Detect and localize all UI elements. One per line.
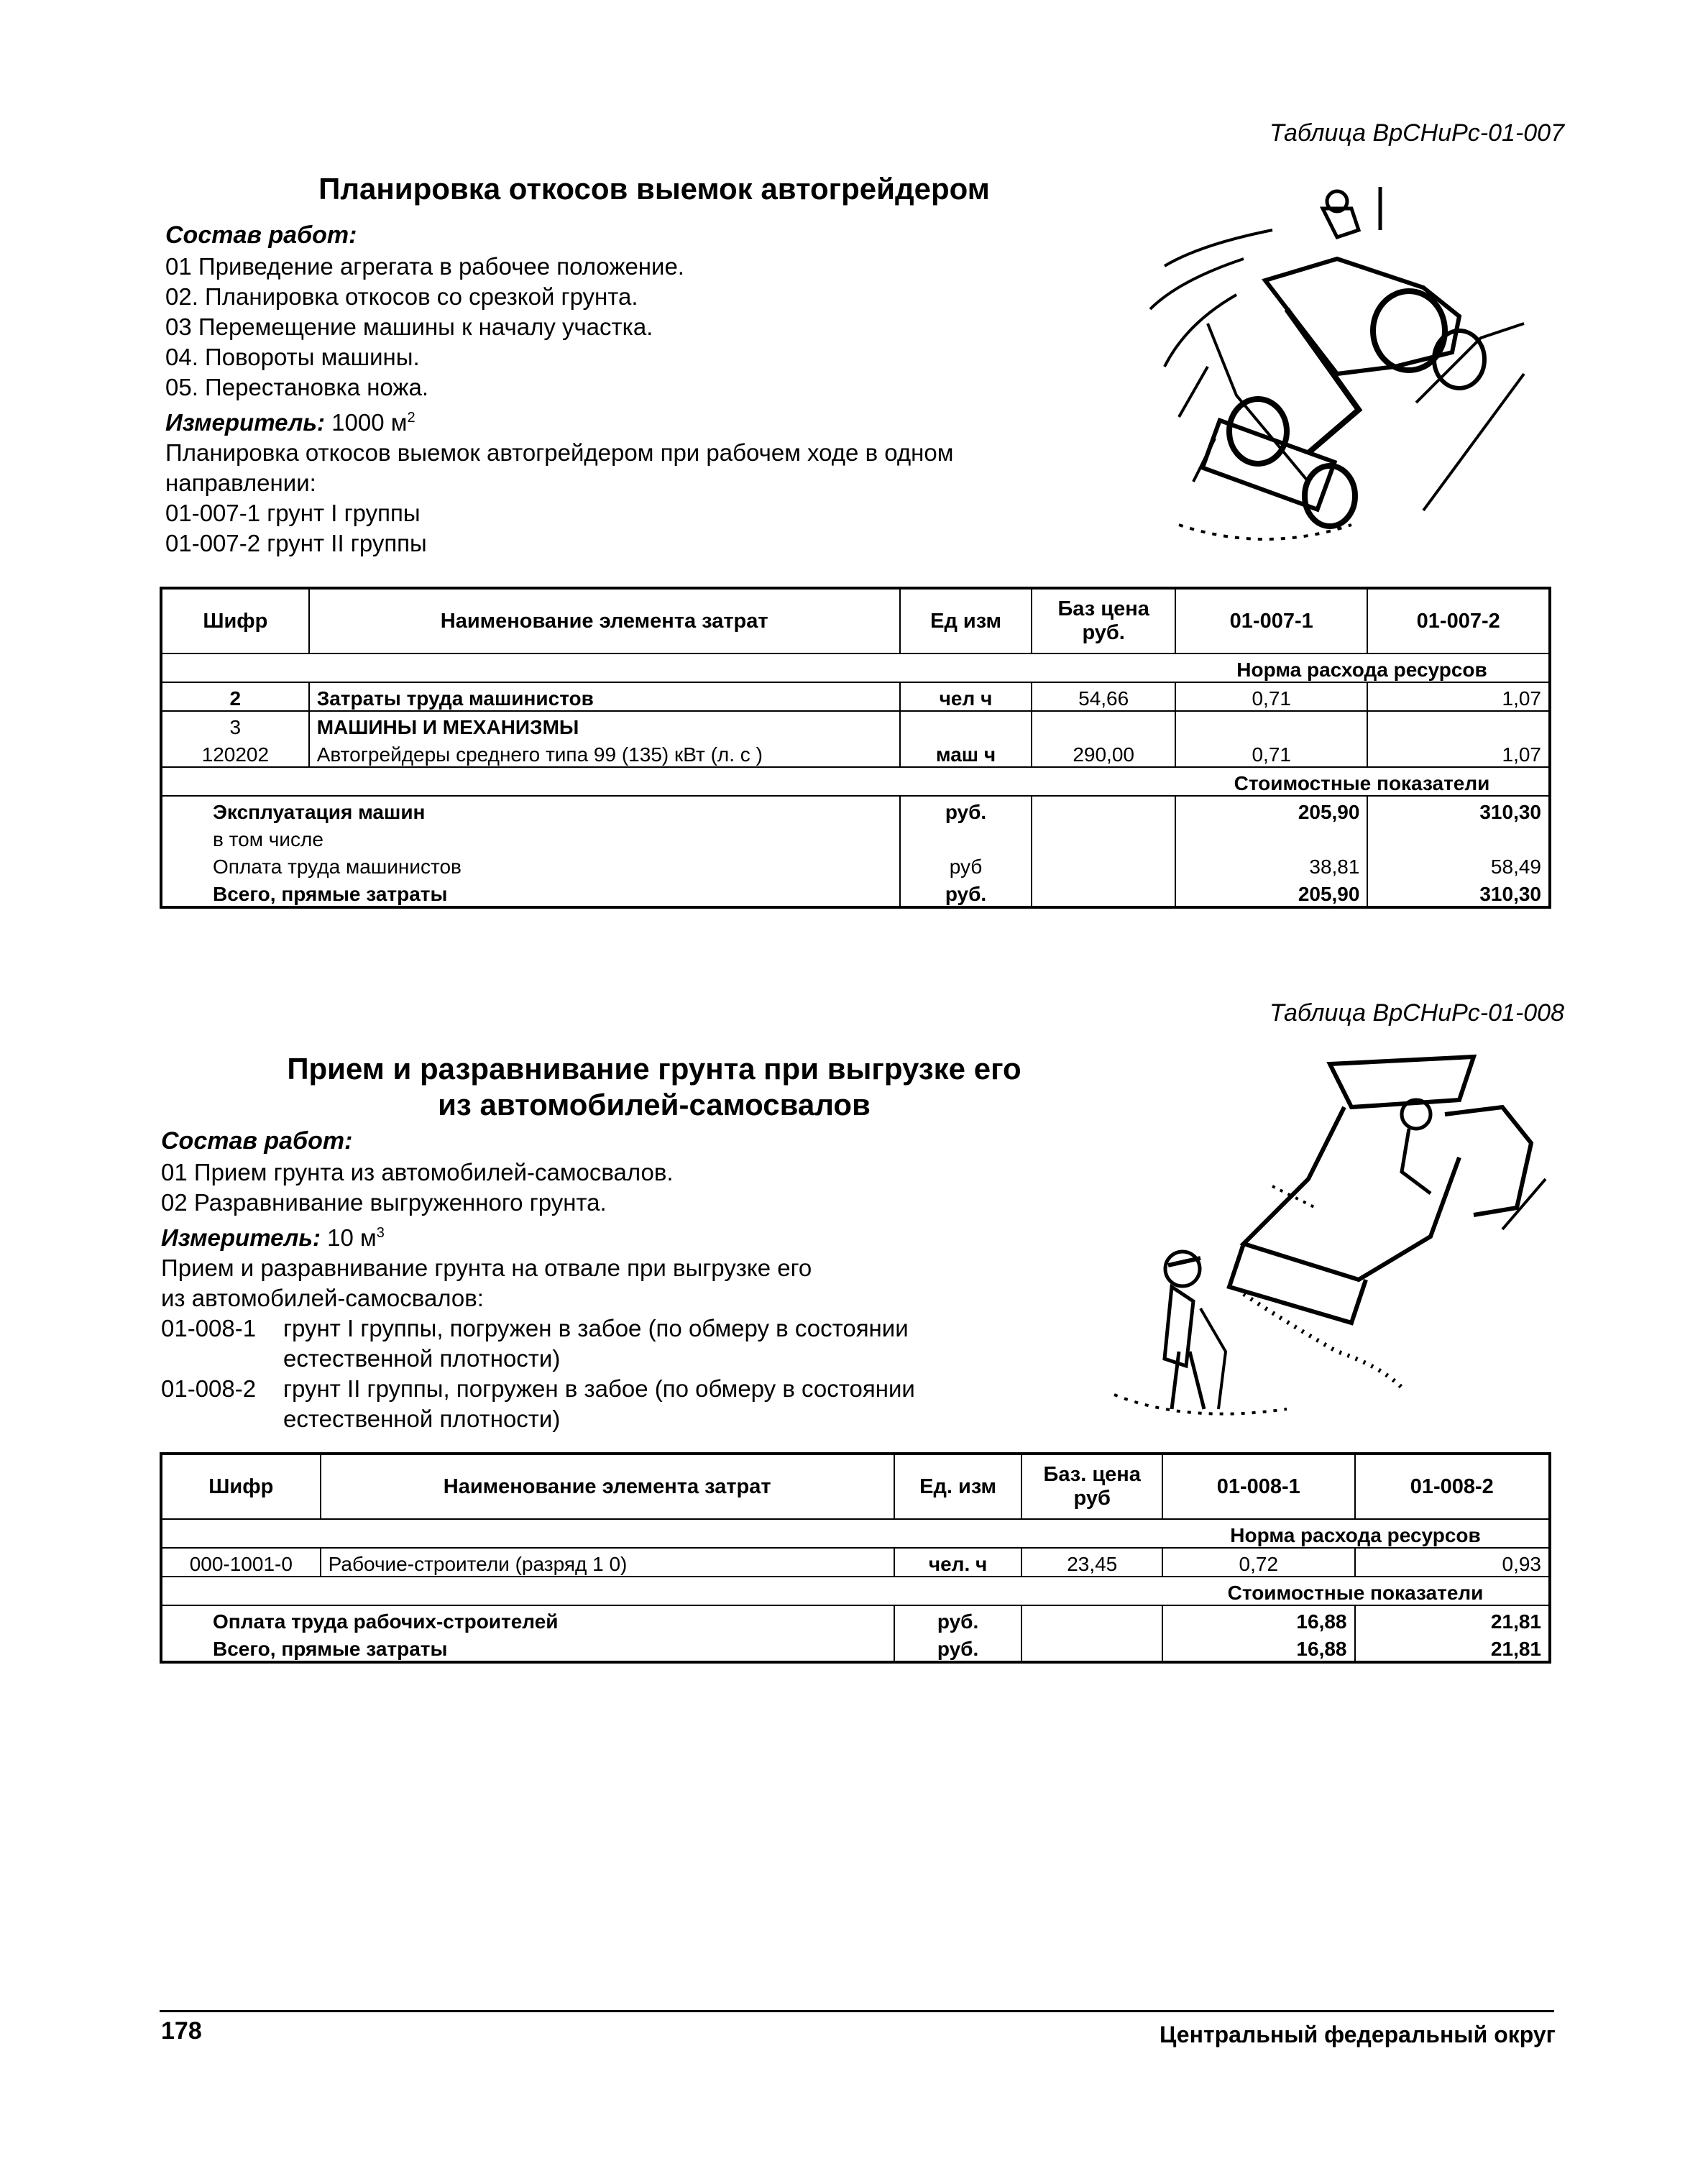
cost-row xyxy=(161,1605,1550,1633)
cost-v1: 16,88 xyxy=(1162,1605,1354,1633)
norm-heading: Норма расхода ресурсов xyxy=(1175,653,1550,682)
cost-unit: руб. xyxy=(900,796,1032,824)
col-header-price: Баз. цена руб xyxy=(1021,1454,1162,1519)
cost-v2: 58,49 xyxy=(1367,851,1550,879)
variant-text: грунт I группы, погружен в забое (по обмеру в состоянии xyxy=(283,1315,909,1341)
cost-unit: руб. xyxy=(900,879,1032,907)
meter-label: Измеритель: xyxy=(165,409,325,436)
row-v2: 1,07 xyxy=(1367,739,1550,767)
cost-heading-row xyxy=(161,767,1550,796)
variant-line xyxy=(161,1374,915,1404)
variant-line xyxy=(161,1313,915,1344)
cost-row xyxy=(161,824,1550,851)
meter-sup: 3 xyxy=(376,1225,385,1241)
variant-text: грунт II группы, погружен в забое (по обмеру в состоянии xyxy=(283,1375,915,1402)
col-header-name: Наименование элемента затрат xyxy=(309,588,900,653)
row-code: 3 xyxy=(161,711,309,739)
title-line: из автомобилей-самосвалов xyxy=(438,1088,871,1122)
section-title-007: Планировка откосов выемок автогрейдером xyxy=(318,172,990,206)
row-price xyxy=(1032,711,1175,739)
row-v2 xyxy=(1367,711,1550,739)
table-row xyxy=(161,711,1550,739)
row-code: 000-1001-0 xyxy=(161,1548,321,1577)
work-item: 02. Планировка откосов со срезкой грунта. xyxy=(165,283,638,310)
norm-heading-row xyxy=(161,1519,1550,1548)
cost-name: Всего, прямые затраты xyxy=(161,1633,894,1662)
work-heading-007: Состав работ: xyxy=(165,221,357,249)
cost-row xyxy=(161,879,1550,907)
cost-heading: Стоимостные показатели xyxy=(1162,1577,1550,1605)
work-item: 05. Перестановка ножа. xyxy=(165,374,429,400)
table-label-008: Таблица ВрСНиРс-01-008 xyxy=(1269,999,1564,1027)
col-header-v2: 01-008-2 xyxy=(1355,1454,1551,1519)
page-number: 178 xyxy=(161,2017,202,2045)
row-v1: 0,71 xyxy=(1175,682,1367,711)
variant-continuation: естественной плотности) xyxy=(283,1405,561,1432)
meter-line xyxy=(165,403,953,438)
row-name: Рабочие-строители (разряд 1 0) xyxy=(321,1548,894,1577)
work-item: 01 Прием грунта из автомобилей-самосвалов. xyxy=(161,1159,674,1185)
cost-name: Всего, прямые затраты xyxy=(161,879,900,907)
bulldozer-worker-illustration xyxy=(1100,1050,1560,1431)
footer-region: Центральный федеральный округ xyxy=(1160,2022,1556,2047)
row-v1 xyxy=(1175,711,1367,739)
row-name: Автогрейдеры среднего типа 99 (135) кВт (л. с ) xyxy=(309,739,900,767)
row-price: 290,00 xyxy=(1032,739,1175,767)
row-unit: чел ч xyxy=(900,682,1032,711)
row-unit: маш ч xyxy=(900,739,1032,767)
table-header-row xyxy=(161,1454,1550,1519)
work-item: 01 Приведение агрегата в рабочее положение. xyxy=(165,253,684,280)
cost-v1: 38,81 xyxy=(1175,851,1367,879)
work-list-007 xyxy=(165,252,953,559)
row-v1: 0,71 xyxy=(1175,739,1367,767)
cost-heading-row xyxy=(161,1577,1550,1605)
cost-unit: руб. xyxy=(894,1605,1022,1633)
table-label-007: Таблица ВрСНиРс-01-007 xyxy=(1269,119,1564,147)
col-header-code: Шифр xyxy=(161,588,309,653)
row-code: 120202 xyxy=(161,739,309,767)
description-line: из автомобилей-самосвалов: xyxy=(161,1285,484,1311)
motor-grader-illustration xyxy=(1121,180,1553,568)
description-line: Прием и разравнивание грунта на отвале при выгрузке его xyxy=(161,1255,812,1281)
cost-unit: руб. xyxy=(894,1633,1022,1662)
col-header-unit: Ед изм xyxy=(900,588,1032,653)
title-line: Прием и разравнивание грунта при выгрузке его xyxy=(287,1052,1021,1086)
row-name: МАШИНЫ И МЕХАНИЗМЫ xyxy=(309,711,900,739)
variant-line: 01-007-2 грунт II группы xyxy=(165,530,427,556)
row-unit xyxy=(900,711,1032,739)
variant-code: 01-008-2 xyxy=(161,1375,257,1402)
col-header-v1: 01-007-1 xyxy=(1175,588,1367,653)
work-heading-008: Состав работ: xyxy=(161,1127,353,1155)
variant-line: 01-007-1 грунт I группы xyxy=(165,500,421,526)
row-price: 23,45 xyxy=(1021,1548,1162,1577)
cost-name: Эксплуатация машин xyxy=(161,796,900,824)
col-header-v1: 01-008-1 xyxy=(1162,1454,1354,1519)
col-header-price: Баз цена руб. xyxy=(1032,588,1175,653)
row-name: Затраты труда машинистов xyxy=(309,682,900,711)
variant-continuation: естественной плотности) xyxy=(283,1345,561,1372)
section-title-008 xyxy=(158,1051,1150,1123)
description-line: Планировка откосов выемок автогрейдером при рабочем ходе в одном xyxy=(165,439,954,466)
cost-v2: 310,30 xyxy=(1367,796,1550,824)
footer-rule xyxy=(160,2010,1554,2012)
row-v2: 0,93 xyxy=(1355,1548,1551,1577)
cost-name: в том числе xyxy=(161,824,900,851)
col-header-name: Наименование элемента затрат xyxy=(321,1454,894,1519)
table-row xyxy=(161,739,1550,767)
table-row xyxy=(161,682,1550,711)
cost-row xyxy=(161,1633,1550,1662)
row-code: 2 xyxy=(161,682,309,711)
work-list-008 xyxy=(161,1157,915,1434)
table-row xyxy=(161,1548,1550,1577)
cost-unit: руб xyxy=(900,851,1032,879)
cost-v2: 21,81 xyxy=(1355,1605,1551,1633)
cost-row xyxy=(161,796,1550,824)
description-line: направлении: xyxy=(165,469,316,496)
variant-code: 01-008-1 xyxy=(161,1315,257,1341)
row-unit: чел. ч xyxy=(894,1548,1022,1577)
col-header-code: Шифр xyxy=(161,1454,321,1519)
work-item: 04. Повороты машины. xyxy=(165,344,420,370)
meter-line xyxy=(161,1218,915,1253)
cost-row xyxy=(161,851,1550,879)
norm-heading: Норма расхода ресурсов xyxy=(1162,1519,1550,1548)
resource-table-007 xyxy=(160,587,1551,909)
meter-value: 10 м xyxy=(327,1224,377,1251)
work-item: 03 Перемещение машины к началу участка. xyxy=(165,313,653,340)
col-header-unit: Ед. изм xyxy=(894,1454,1022,1519)
cost-v2: 310,30 xyxy=(1367,879,1550,907)
cost-v1: 16,88 xyxy=(1162,1633,1354,1662)
row-v1: 0,72 xyxy=(1162,1548,1354,1577)
table-header-row xyxy=(161,588,1550,653)
row-v2: 1,07 xyxy=(1367,682,1550,711)
meter-label: Измеритель: xyxy=(161,1224,321,1251)
cost-name: Оплата труда рабочих-строителей xyxy=(161,1605,894,1633)
cost-v1: 205,90 xyxy=(1175,879,1367,907)
col-header-v2: 01-007-2 xyxy=(1367,588,1550,653)
resource-table-008 xyxy=(160,1452,1551,1664)
cost-v2: 21,81 xyxy=(1355,1633,1551,1662)
cost-heading: Стоимостные показатели xyxy=(1175,767,1550,796)
norm-heading-row xyxy=(161,653,1550,682)
meter-value: 1000 м xyxy=(331,409,408,436)
cost-v1: 205,90 xyxy=(1175,796,1367,824)
cost-name: Оплата труда машинистов xyxy=(161,851,900,879)
work-item: 02 Разравнивание выгруженного грунта. xyxy=(161,1189,607,1216)
row-price: 54,66 xyxy=(1032,682,1175,711)
meter-sup: 2 xyxy=(407,410,415,426)
